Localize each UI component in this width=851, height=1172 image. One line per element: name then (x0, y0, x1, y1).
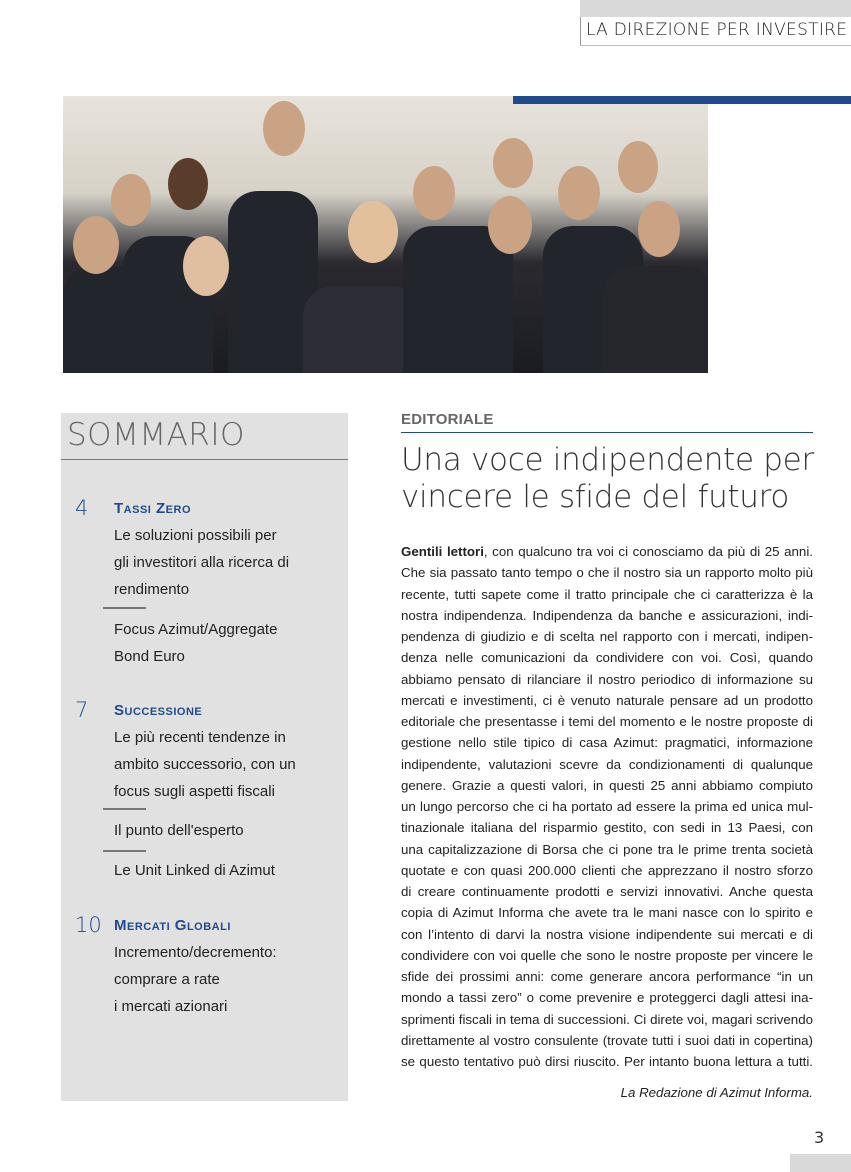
toc-entry-title[interactable]: Tassi Zero (114, 500, 192, 517)
toc-page-number: 7 (75, 698, 89, 722)
toc-entry-desc: Le soluzioni possibili per gli investitori alla ricerca di rendimento (114, 527, 290, 598)
footer-bar (790, 1154, 851, 1172)
body-line: condividere con voi quelle che sono le nostre proposte per vincere le (401, 947, 813, 963)
toc-title: SOMMARIO (67, 417, 245, 453)
body-line: denza nelle comunicazioni da condividere con voi. Così, quando (401, 650, 813, 666)
article-body (401, 541, 813, 1072)
body-line: Gentili lettori, con qualcuno tra voi ci conosciamo da più di 25 anni. (401, 544, 813, 559)
article-signature: La Redazione di Azimut Informa. (620, 1085, 813, 1100)
body-line: Che sia passato tanto tempo o che il nostro sia un rapporto molto più (401, 565, 813, 581)
body-line: direttamente al vostro consulente (trovate tutti i suoi dati in copertina) (401, 1032, 813, 1048)
team-photo (63, 96, 708, 373)
body-line: indipendente, valutazioni scevre da condizionamenti di qualunque (401, 756, 813, 772)
toc-page-number: 4 (75, 496, 89, 520)
toc-separator (103, 850, 146, 852)
body-line: pendenza di giudizio e di scelta nel rapporto con i mercati, indipen- (401, 629, 813, 644)
toc-separator (103, 607, 146, 609)
body-line: con l’intento di darvi la nostra visione indipendente sui mercati e di (401, 926, 813, 942)
body-line: abbiamo pensato di rilanciare il nostro periodico di informazione su (401, 671, 813, 687)
body-line: nostra indipendenza. Indipendenza da banche e assicurazioni, indi- (401, 607, 813, 623)
toc-rule (61, 459, 348, 460)
body-line: gestione nello stile tipico di casa Azimut: pragmatici, informazione (401, 735, 813, 751)
section-label: EDITORIALE (401, 411, 494, 428)
body-line: editoriale che presentasse i temi del momento e le nostre proposte di (401, 714, 813, 729)
toc-entry-title[interactable]: Mercati Globali (114, 917, 231, 934)
body-line: mondo a tassi zero” o come prevenire e proteggerci dagli attesi ina- (401, 990, 813, 1006)
body-line: genere. Grazie a questi valori, in questi 25 anni abbiamo compiuto (401, 777, 813, 793)
body-line: recente, tutti sapete come il tratto principale che ci caratterizza è la (401, 586, 813, 602)
body-line: di creare continuamente prodotti e servizi innovativi. Anche questa (401, 884, 813, 899)
body-line: mercati e investimenti, ci è venuto naturale pensare ad un prodotto (401, 692, 813, 708)
page-number: 3 (814, 1128, 825, 1147)
salutation: Gentili lettori (401, 544, 484, 559)
running-header: LA DIREZIONE PER INVESTIRE (586, 20, 848, 40)
toc-subentry[interactable]: Il punto dell'esperto (114, 822, 244, 839)
section-rule (401, 432, 813, 433)
body-line: una capitalizzazione di Borsa che ci pone tra le prime trenta società (401, 841, 813, 857)
toc-entry-title[interactable]: Successione (114, 702, 203, 719)
toc-subentry[interactable]: Le Unit Linked di Azimut (114, 862, 275, 879)
body-line: sfide dei prossimi anni: come generare ancora performance “in un (401, 969, 813, 984)
table-of-contents (61, 413, 348, 1101)
article-headline: Una voce indipendente per vincere le sfide del futuro (401, 442, 814, 515)
toc-page-number: 10 (75, 913, 102, 937)
toc-entry-desc: Incremento/decremento: comprare a rate i mercati azionari (114, 944, 277, 1015)
body-line: copia di Azimut Informa che avete tra le mani nasce con lo spirito e (401, 905, 813, 921)
body-line: sprimenti fiscali in tema di successioni. Ci direte voi, magari scrivendo (401, 1011, 813, 1027)
accent-bar (513, 96, 851, 104)
body-line: se questo tentativo può dirsi riuscito. Per intanto buona lettura a tutti. (401, 1054, 813, 1069)
body-line: tinazionale italiana del risparmio gestito, con sedi in 13 Paesi, con (401, 820, 813, 836)
body-line: quotate e con quasi 200.000 clienti che apprezzano il nostro sforzo (401, 862, 813, 878)
toc-subentry[interactable]: Focus Azimut/Aggregate Bond Euro (114, 621, 278, 665)
header-divider (580, 17, 581, 45)
toc-entry-desc: Le più recenti tendenze in ambito successorio, con un focus sugli aspetti fiscali (114, 729, 296, 800)
header-bar (580, 0, 851, 17)
body-line: un lungo percorso che ci ha portato ad essere la prima ed unica mul- (401, 799, 813, 814)
toc-separator (103, 808, 146, 810)
header-rule (580, 45, 851, 46)
